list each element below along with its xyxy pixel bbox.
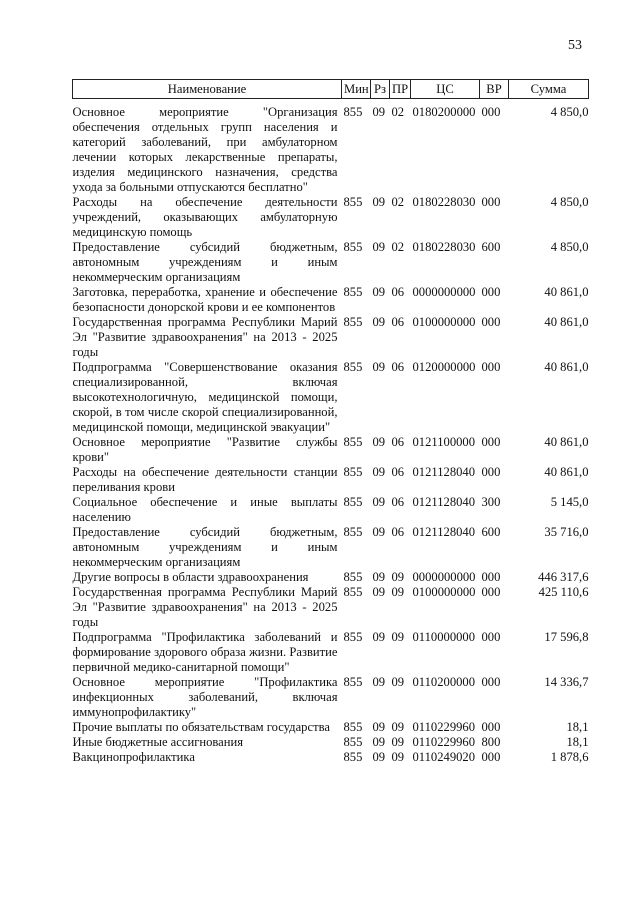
row-name: Расходы на обеспечение деятельности станции переливания крови	[72, 465, 338, 494]
table-body	[73, 99, 589, 766]
table-row	[73, 525, 589, 570]
row-rz: 09	[372, 465, 386, 479]
row-rz: 09	[372, 315, 386, 329]
row-vr: 000	[481, 720, 501, 734]
row-min: 855	[343, 570, 363, 584]
row-vr: 000	[481, 750, 501, 764]
row-min: 855	[343, 285, 363, 299]
table-row	[73, 315, 589, 360]
row-sum: 40 861,0	[544, 360, 589, 374]
row-cs: 0180228030	[412, 195, 476, 209]
row-vr: 000	[481, 435, 501, 449]
row-min: 855	[343, 750, 363, 764]
row-cs: 0121128040	[412, 525, 476, 539]
row-rz: 09	[372, 630, 386, 644]
row-vr: 000	[481, 195, 501, 209]
row-name: Государственная программа Республики Марий Эл "Развитие здравоохранения" на 2013 - 2025 годы	[72, 585, 338, 629]
row-vr: 000	[481, 570, 501, 584]
row-pr: 06	[391, 465, 405, 479]
row-rz: 09	[372, 750, 386, 764]
row-sum: 4 850,0	[550, 240, 589, 254]
row-pr: 09	[391, 720, 405, 734]
row-cs: 0110000000	[412, 630, 476, 644]
row-min: 855	[343, 525, 363, 539]
row-cs: 0180200000	[412, 105, 476, 119]
table-row	[73, 570, 589, 585]
row-vr: 300	[481, 495, 501, 509]
row-rz: 09	[372, 525, 386, 539]
row-sum: 35 716,0	[544, 525, 589, 539]
header-vr: ВР	[480, 80, 509, 99]
header-cs: ЦС	[411, 80, 480, 99]
table-row	[73, 585, 589, 630]
row-sum: 40 861,0	[544, 435, 589, 449]
row-name: Предоставление субсидий бюджетным, автономным учреждениям и иным некоммерческим организациям	[72, 240, 338, 284]
row-name: Основное мероприятие "Профилактика инфекционных заболеваний, включая иммунопрофилактику"	[72, 675, 338, 719]
row-min: 855	[343, 465, 363, 479]
row-vr: 000	[481, 315, 501, 329]
row-vr: 000	[481, 465, 501, 479]
row-cs: 0110200000	[412, 675, 476, 689]
row-name: Основное мероприятие "Организация обеспечения отдельных групп населения и категорий заболеваний, при амбулаторном лечении которых лекарственные препараты, изделия медицинского назначения, средства ухода за больными отпускаются бесплатно"	[72, 105, 338, 194]
row-rz: 09	[372, 105, 386, 119]
row-rz: 09	[372, 240, 386, 254]
row-rz: 09	[372, 435, 386, 449]
row-min: 855	[343, 720, 363, 734]
row-pr: 06	[391, 360, 405, 374]
row-sum: 4 850,0	[550, 105, 589, 119]
row-cs: 0180228030	[412, 240, 476, 254]
header-min: Мин	[342, 80, 371, 99]
row-name: Подпрограмма "Совершенствование оказания специализированной, включая высокотехнологичную, медицинской помощи, скорой, в том числе скорой специализированной, медицинской помощи, медицинской эвакуации"	[72, 360, 338, 434]
row-sum: 40 861,0	[544, 465, 589, 479]
row-cs: 0000000000	[412, 285, 476, 299]
table-row	[73, 465, 589, 495]
row-min: 855	[343, 435, 363, 449]
row-rz: 09	[372, 675, 386, 689]
row-cs: 0110229960	[412, 735, 476, 749]
row-pr: 09	[391, 570, 405, 584]
row-rz: 09	[372, 720, 386, 734]
row-name: Социальное обеспечение и иные выплаты населению	[72, 495, 338, 524]
row-vr: 000	[481, 630, 501, 644]
row-cs: 0121100000	[412, 435, 476, 449]
header-name: Наименование	[73, 80, 342, 99]
table-row	[73, 750, 589, 765]
table-row	[73, 435, 589, 465]
row-pr: 09	[391, 750, 405, 764]
row-cs: 0121128040	[412, 495, 476, 509]
row-cs: 0100000000	[412, 585, 476, 599]
row-cs: 0121128040	[412, 465, 476, 479]
header-sum: Сумма	[509, 80, 589, 99]
row-min: 855	[343, 675, 363, 689]
row-pr: 02	[391, 240, 405, 254]
table-row	[73, 675, 589, 720]
row-pr: 06	[391, 285, 405, 299]
row-rz: 09	[372, 360, 386, 374]
row-min: 855	[343, 360, 363, 374]
row-vr: 000	[481, 360, 501, 374]
table-row	[73, 285, 589, 315]
row-rz: 09	[372, 495, 386, 509]
row-min: 855	[343, 630, 363, 644]
row-sum: 14 336,7	[544, 675, 589, 689]
table-row	[73, 630, 589, 675]
row-sum: 18,1	[566, 720, 589, 734]
row-cs: 0110249020	[412, 750, 476, 764]
table-row	[73, 360, 589, 435]
row-name: Вакцинопрофилактика	[72, 750, 195, 764]
row-pr: 02	[391, 105, 405, 119]
row-name: Прочие выплаты по обязательствам государства	[72, 720, 330, 734]
row-name: Расходы на обеспечение деятельности учреждений, оказывающих амбулаторную медицинскую помощь	[72, 195, 338, 239]
row-pr: 06	[391, 495, 405, 509]
row-name: Иные бюджетные ассигнования	[72, 735, 244, 749]
header-pr: ПР	[390, 80, 411, 99]
row-sum: 1 878,6	[550, 750, 589, 764]
header-rz: Рз	[371, 80, 390, 99]
row-min: 855	[343, 105, 363, 119]
row-vr: 000	[481, 675, 501, 689]
row-sum: 40 861,0	[544, 285, 589, 299]
table-row	[73, 720, 589, 735]
table-row	[73, 105, 589, 195]
row-vr: 000	[481, 585, 501, 599]
row-sum: 17 596,8	[544, 630, 589, 644]
row-sum: 446 317,6	[538, 570, 589, 584]
row-min: 855	[343, 585, 363, 599]
row-sum: 18,1	[566, 735, 589, 749]
row-sum: 4 850,0	[550, 195, 589, 209]
table-row	[73, 240, 589, 285]
row-vr: 000	[481, 285, 501, 299]
row-min: 855	[343, 315, 363, 329]
page-number: 53	[568, 38, 582, 53]
row-min: 855	[343, 195, 363, 209]
row-name: Государственная программа Республики Марий Эл "Развитие здравоохранения" на 2013 - 2025 годы	[72, 315, 338, 359]
row-pr: 09	[391, 630, 405, 644]
row-name: Другие вопросы в области здравоохранения	[72, 570, 309, 584]
row-pr: 06	[391, 315, 405, 329]
row-cs: 0000000000	[412, 570, 476, 584]
row-cs: 0110229960	[412, 720, 476, 734]
row-rz: 09	[372, 570, 386, 584]
row-sum: 425 110,6	[538, 585, 589, 599]
row-cs: 0100000000	[412, 315, 476, 329]
row-pr: 02	[391, 195, 405, 209]
row-min: 855	[343, 495, 363, 509]
row-name: Заготовка, переработка, хранение и обеспечение безопасности донорской крови и ее компонентов	[72, 285, 338, 314]
row-sum: 40 861,0	[544, 315, 589, 329]
budget-table	[72, 79, 589, 765]
row-min: 855	[343, 735, 363, 749]
table-row	[73, 495, 589, 525]
table-row	[73, 735, 589, 750]
row-pr: 09	[391, 735, 405, 749]
row-rz: 09	[372, 285, 386, 299]
row-name: Предоставление субсидий бюджетным, автономным учреждениям и иным некоммерческим организациям	[72, 525, 338, 569]
row-name: Основное мероприятие "Развитие службы крови"	[72, 435, 338, 464]
row-sum: 5 145,0	[550, 495, 589, 509]
row-pr: 06	[391, 525, 405, 539]
row-vr: 000	[481, 105, 501, 119]
row-vr: 600	[481, 525, 501, 539]
row-name: Подпрограмма "Профилактика заболеваний и формирование здорового образа жизни. Развитие первичной медико-санитарной помощи"	[72, 630, 338, 674]
row-rz: 09	[372, 195, 386, 209]
row-pr: 09	[391, 675, 405, 689]
row-vr: 600	[481, 240, 501, 254]
row-cs: 0120000000	[412, 360, 476, 374]
table-row	[73, 195, 589, 240]
row-pr: 09	[391, 585, 405, 599]
row-rz: 09	[372, 585, 386, 599]
row-pr: 06	[391, 435, 405, 449]
table-header-row	[73, 80, 589, 99]
row-rz: 09	[372, 735, 386, 749]
row-min: 855	[343, 240, 363, 254]
row-vr: 800	[481, 735, 501, 749]
